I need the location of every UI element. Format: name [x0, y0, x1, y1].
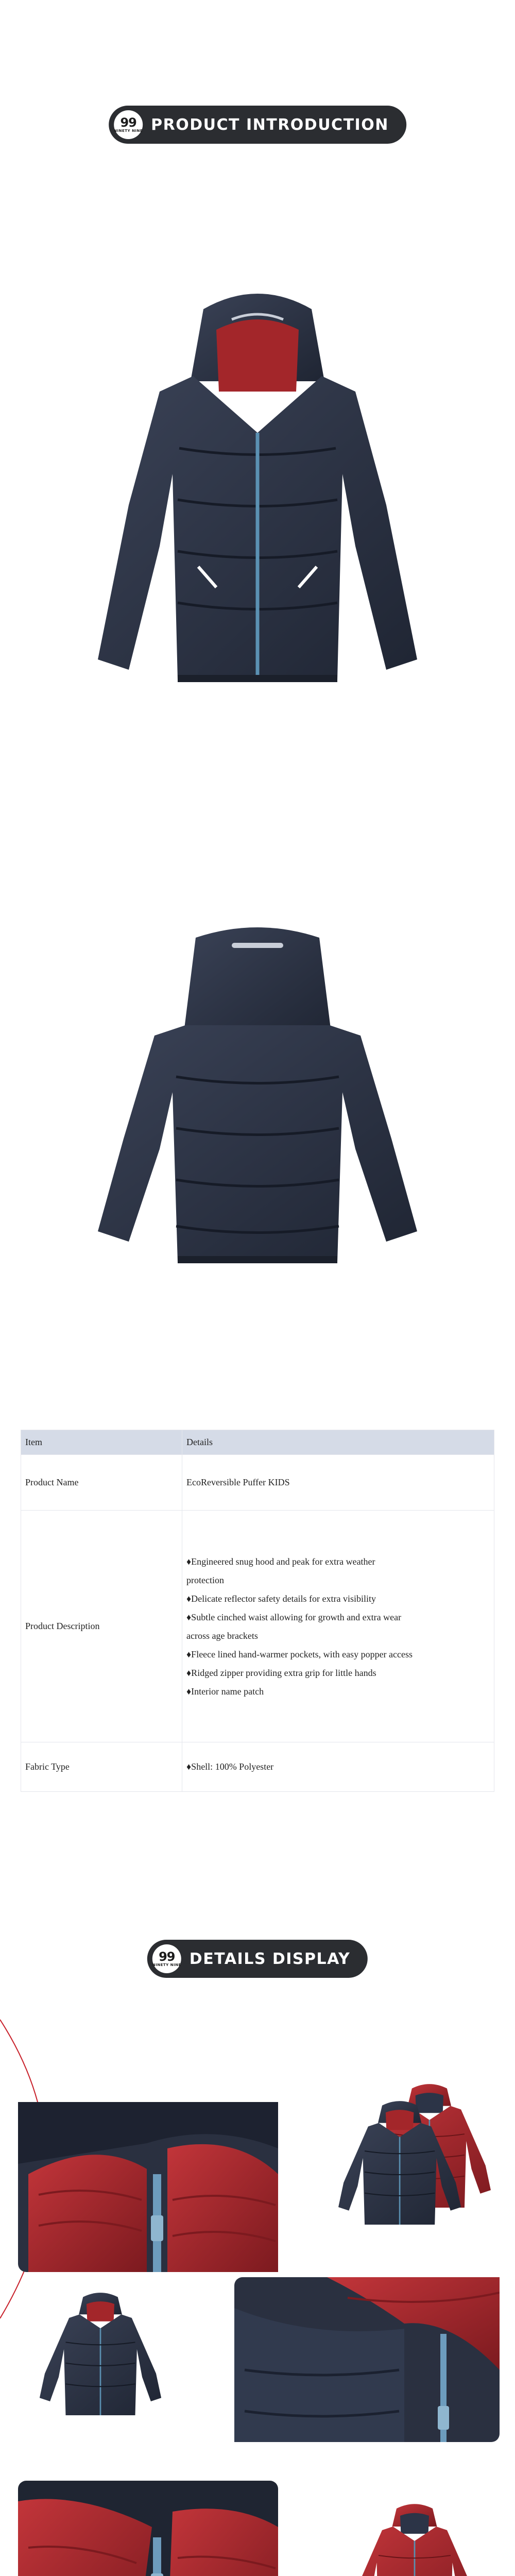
row-details-name: EcoReversible Puffer KIDS	[182, 1455, 494, 1511]
table-header-item: Item	[21, 1430, 182, 1455]
description-line: ♦Engineered snug hood and peak for extra weather	[186, 1556, 375, 1567]
table-row	[21, 1511, 494, 1742]
brand-logo	[152, 1944, 181, 1973]
brand-logo-text: NINETY NINE	[152, 1963, 181, 1967]
row-item-description: Product Description	[21, 1511, 182, 1742]
brand-logo-text: NINETY NINE	[114, 129, 143, 133]
jacket-back-photo	[62, 922, 453, 1273]
table-header-row	[21, 1430, 494, 1455]
description-line: ♦Interior name patch	[186, 1686, 264, 1697]
detail-front-view-photo	[31, 2282, 170, 2437]
product-introduction-banner	[109, 106, 406, 144]
brand-logo	[114, 110, 143, 139]
row-item-fabric: Fabric Type	[21, 1742, 182, 1792]
section-title-details: DETAILS DISPLAY	[189, 1950, 351, 1968]
detail-hood-closeup-photo	[18, 2102, 278, 2272]
table-row	[21, 1455, 494, 1511]
table-header-details: Details	[182, 1430, 494, 1455]
row-details-fabric: ♦Shell: 100% Polyester	[182, 1742, 494, 1792]
brand-logo-number: 99	[159, 1950, 175, 1964]
detail-red-side-photo	[342, 2496, 487, 2576]
description-line: protection	[186, 1574, 224, 1585]
description-line: ♦Subtle cinched waist allowing for growth and extra wear	[186, 1612, 402, 1622]
row-details-description	[182, 1511, 494, 1742]
details-display-banner	[147, 1940, 368, 1978]
description-line: ♦Ridged zipper providing extra grip for little hands	[186, 1667, 376, 1678]
detail-red-lining-closeup-photo	[18, 2481, 278, 2576]
detail-reversible-pair-photo	[330, 2081, 500, 2251]
product-spec-table	[21, 1430, 494, 1792]
detail-collar-zipper-photo	[234, 2277, 500, 2442]
brand-logo-number: 99	[120, 115, 136, 130]
section-title-intro: PRODUCT INTRODUCTION	[151, 115, 389, 134]
row-item-name: Product Name	[21, 1455, 182, 1511]
description-line: ♦Fleece lined hand-warmer pockets, with easy popper access	[186, 1649, 413, 1659]
description-line: across age brackets	[186, 1630, 258, 1641]
jacket-front-photo	[62, 278, 453, 701]
table-row	[21, 1742, 494, 1792]
description-line: ♦Delicate reflector safety details for extra visibility	[186, 1593, 376, 1604]
